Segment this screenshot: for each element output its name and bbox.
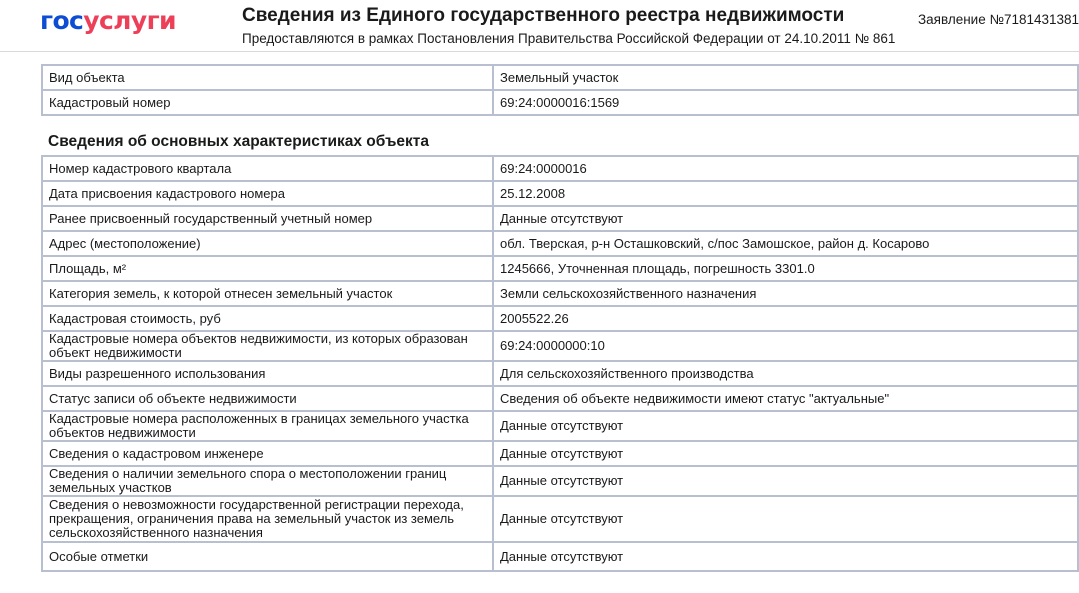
table-row xyxy=(42,256,1078,281)
object-table xyxy=(41,64,1079,116)
row-label: Кадастровая стоимость, руб xyxy=(42,306,493,331)
table-row xyxy=(42,542,1078,571)
row-label: Сведения о кадастровом инженере xyxy=(42,441,493,466)
table-row xyxy=(42,156,1078,181)
row-label: Особые отметки xyxy=(42,542,493,571)
row-value: 2005522.26 xyxy=(493,306,1078,331)
page-header xyxy=(0,0,1079,52)
logo-gos-text: гос xyxy=(40,6,84,35)
document-subtitle: Предоставляются в рамках Постановления Правительства Российской Федерации от 24.10.2011 № 861 xyxy=(242,31,896,46)
row-value: Данные отсутствуют xyxy=(493,542,1078,571)
row-value: Сведения об объекте недвижимости имеют статус "актуальные" xyxy=(493,386,1078,411)
row-value: 1245666, Уточненная площадь, погрешность 3301.0 xyxy=(493,256,1078,281)
row-label: Кадастровые номера расположенных в границах земельного участка объектов недвижимости xyxy=(42,411,493,441)
row-label: Ранее присвоенный государственный учетный номер xyxy=(42,206,493,231)
row-label: Виды разрешенного использования xyxy=(42,361,493,386)
row-value: 69:24:0000016:1569 xyxy=(493,90,1078,115)
row-value: Данные отсутствуют xyxy=(493,411,1078,441)
table-row xyxy=(42,231,1078,256)
table-row xyxy=(42,281,1078,306)
row-label: Сведения о наличии земельного спора о местоположении границ земельных участков xyxy=(42,466,493,496)
table-row xyxy=(42,181,1078,206)
row-label: Дата присвоения кадастрового номера xyxy=(42,181,493,206)
row-value: Для сельскохозяйственного производства xyxy=(493,361,1078,386)
row-value: Земельный участок xyxy=(493,65,1078,90)
table-row xyxy=(42,466,1078,496)
row-value: 69:24:0000016 xyxy=(493,156,1078,181)
gosuslugi-logo[interactable] xyxy=(40,6,176,36)
logo-uslugi-text: услуги xyxy=(83,6,176,35)
table-row xyxy=(42,441,1078,466)
table-row xyxy=(42,411,1078,441)
table-row xyxy=(42,331,1078,361)
row-label: Категория земель, к которой отнесен земельный участок xyxy=(42,281,493,306)
row-label: Адрес (местоположение) xyxy=(42,231,493,256)
row-label: Площадь, м² xyxy=(42,256,493,281)
document-title: Сведения из Единого государственного реестра недвижимости xyxy=(242,5,845,26)
row-value: 69:24:0000000:10 xyxy=(493,331,1078,361)
characteristics-table xyxy=(41,155,1079,572)
table-row xyxy=(42,90,1078,115)
table-row xyxy=(42,361,1078,386)
row-label: Статус записи об объекте недвижимости xyxy=(42,386,493,411)
row-label: Номер кадастрового квартала xyxy=(42,156,493,181)
table-row xyxy=(42,496,1078,542)
row-value: Данные отсутствуют xyxy=(493,466,1078,496)
row-value: Земли сельскохозяйственного назначения xyxy=(493,281,1078,306)
row-value: 25.12.2008 xyxy=(493,181,1078,206)
application-number: Заявление №7181431381 xyxy=(918,12,1079,27)
row-value: обл. Тверская, р-н Осташковский, с/пос Замошское, район д. Косарово xyxy=(493,231,1078,256)
row-value: Данные отсутствуют xyxy=(493,441,1078,466)
row-value: Данные отсутствуют xyxy=(493,206,1078,231)
table-row xyxy=(42,306,1078,331)
row-label: Кадастровые номера объектов недвижимости, из которых образован объект недвижимости xyxy=(42,331,493,361)
table-row xyxy=(42,386,1078,411)
section-title: Сведения об основных характеристиках объекта xyxy=(48,133,430,150)
table-row xyxy=(42,206,1078,231)
row-value: Данные отсутствуют xyxy=(493,496,1078,542)
row-label: Сведения о невозможности государственной регистрации перехода, прекращения, ограничения права на земельный участок из земель сельскохозяйственного назначения xyxy=(42,496,493,542)
table-row xyxy=(42,65,1078,90)
row-label: Кадастровый номер xyxy=(42,90,493,115)
row-label: Вид объекта xyxy=(42,65,493,90)
